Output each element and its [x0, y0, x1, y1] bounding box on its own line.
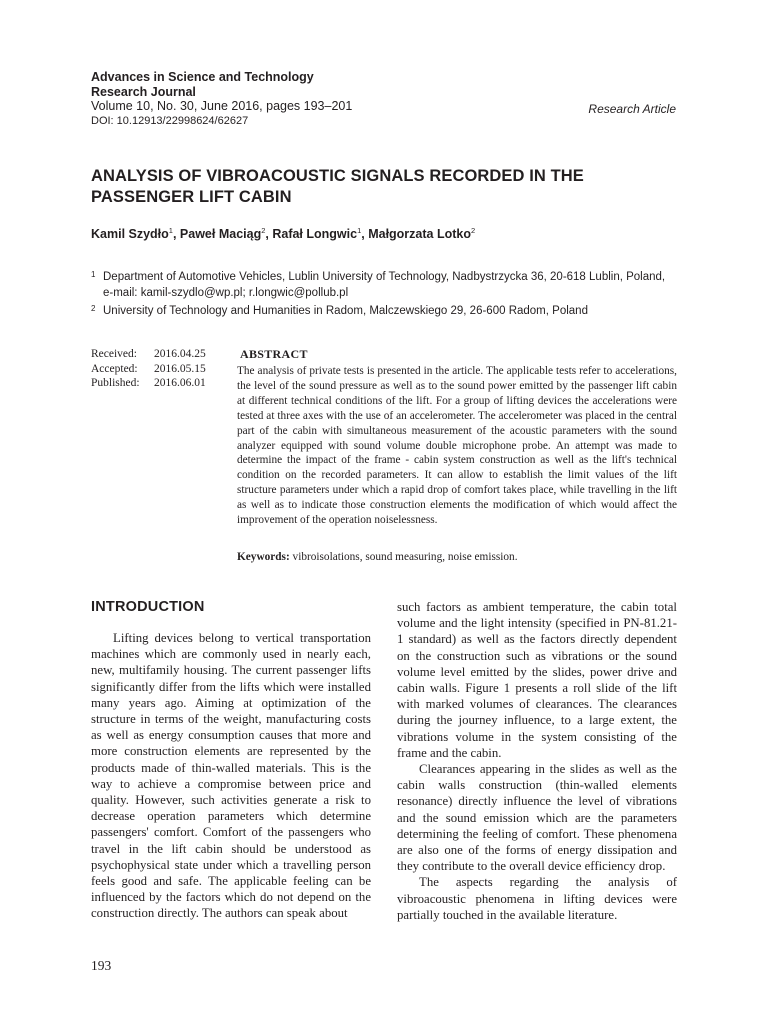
paragraph: Clearances appearing in the slides as well as the cabin walls construction (thin-walled elements resonance) directly influence the level of vibrations and the sound emission which are the parameters determining the feeling of comfort. These phenomena are also one of the forms of energy dissipation and they contribute to the overall device efficiency drop. — [397, 762, 677, 874]
author-separator: , — [265, 227, 273, 242]
body-column-right — [397, 599, 677, 923]
author-affiliation-mark: 1 — [357, 226, 362, 235]
author-name: Małgorzata Lotko — [368, 227, 471, 242]
author-name: Rafał Longwic — [272, 227, 358, 242]
journal-volume: Volume 10, No. 30, June 2016, pages 193–201 — [91, 99, 353, 113]
paragraph: The aspects regarding the analysis of vibroacoustic phenomena in lifting devices were partially touched in the available literature. — [397, 875, 677, 922]
author-name: Paweł Maciąg — [179, 227, 262, 242]
keywords — [237, 551, 677, 563]
journal-header — [91, 70, 431, 128]
journal-name-line1: Advances in Science and Technology — [91, 70, 314, 84]
abstract-heading: ABSTRACT — [240, 347, 308, 361]
page-number: 193 — [91, 958, 112, 973]
abstract-text: The analysis of private tests is presented in the article. The applicable tests refer to accelerations, the level of the sound pressure as well as to the sound power emitted by the passenger lift cabin at different technical conditions of the lift. For a group of lifting devices the accelerations were tested at three axes with the use of an accelerometer. The accelerometer was placed in the central part of the cabin with simultaneous measurement of the acoustic parameters with the sound analyzer equipped with sound volume double microphone probe. An attempt was made to determine the impact of the frame - cabin system construction as well as the lift's technical condition on the recorded parameters. It can allow to establish the limit values of the lift structure parameters under which a rapid drop of comfort takes place, while travelling in the lift as well as to indicate those construction elements the modification of which would affect the improvement of the operation noiselessness. — [237, 365, 677, 527]
author-separator: , — [172, 227, 180, 242]
affiliation — [91, 303, 677, 319]
affiliation-text: Department of Automotive Vehicles, Lublin University of Technology, Nadbystrzycka 36, 20-618 Lublin, Poland, e-mail: kamil-szydlo@wp.pl; r.longwic@pollub.pl — [103, 271, 666, 299]
paragraph: such factors as ambient temperature, the cabin total volume and the light intensity (specified in PN-81.21-1 standard) as well as the factors directly dependent on the construction such as vibrations or the sound volume level emitted by the slides, power drive and cabin walls. Figure 1 presents a roll slide of the lift with marked volumes of clearances. The clearances during the journey influence, to a large extent, the vibrations volume in the system consisting of the frame and the cabin. — [397, 600, 677, 760]
accepted-date: 2016.05.15 — [154, 362, 206, 375]
journal-name-line2: Research Journal — [91, 84, 196, 99]
section-heading-introduction: INTRODUCTION — [91, 599, 205, 615]
publication-dates — [91, 347, 231, 391]
body-column-left — [91, 630, 371, 922]
paragraph: Lifting devices belong to vertical transportation machines which are commonly used in nearly each, new, multifamily housing. The current passenger lifts significantly differ from the lifts which were installed many years ago. Aiming at optimization of the structure in terms of the weight, manufacturing costs as well as energy consumption causes that more and more construction elements are represented by the products made of thin-walled materials. This is the way to achieve a compromise between price and quality. However, such activities generate a risk to decrease operation parameters which determine passengers' comfort. Comfort of the passengers who travel in the lift cabin should be understood as psychophysical state under which a travelling person feels good and safe. The applicable feeling can be influenced by the factors which do not depend on the construction directly. The authors can speak about — [91, 631, 371, 921]
received-label: Received: — [91, 348, 137, 360]
published-label: Published: — [91, 377, 140, 389]
article-type: Research Article — [588, 102, 676, 116]
author-affiliation-mark: 2 — [261, 226, 266, 235]
received-date: 2016.04.25 — [154, 348, 206, 360]
keywords-list: vibroisolations, sound measuring, noise emission. — [292, 551, 518, 563]
published-date: 2016.06.01 — [154, 377, 206, 389]
author-name: Kamil Szydło — [91, 227, 169, 242]
author-affiliation-mark: 1 — [168, 226, 173, 235]
journal-doi: DOI: 10.12913/22998624/62627 — [91, 114, 249, 127]
affiliation-number: 1 — [91, 270, 96, 279]
affiliation — [91, 269, 677, 301]
paper-title: ANALYSIS OF VIBROACOUSTIC SIGNALS RECORDED IN THE PASSENGER LIFT CABIN — [91, 167, 584, 206]
author-affiliation-mark: 2 — [471, 226, 476, 235]
author-separator: , — [361, 227, 369, 242]
keywords-label: Keywords: — [237, 551, 290, 563]
accepted-label: Accepted: — [91, 362, 138, 375]
author-list — [91, 226, 475, 241]
affiliation-text: University of Technology and Humanities in Radom, Malczewskiego 29, 26-600 Radom, Poland — [103, 305, 588, 317]
affiliation-number: 2 — [91, 304, 96, 313]
